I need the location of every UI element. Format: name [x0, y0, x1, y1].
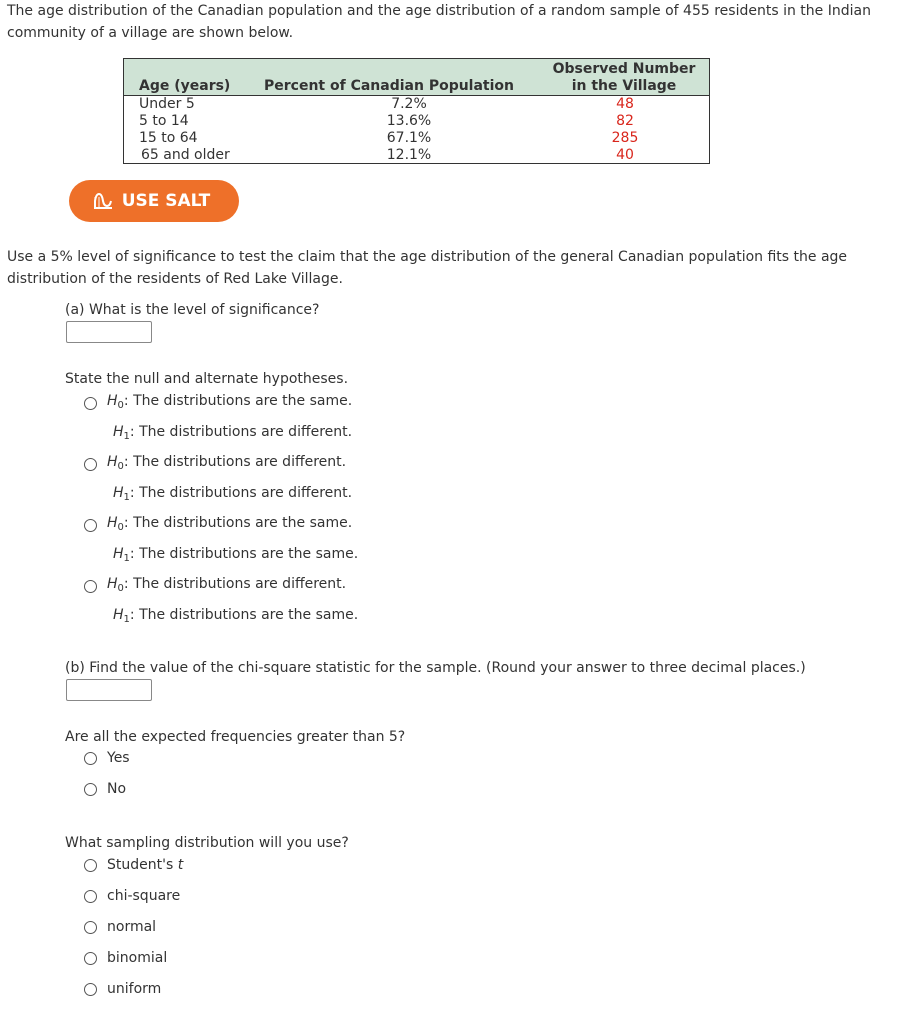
h0-statement	[107, 392, 352, 415]
hypothesis-option-4[interactable]	[84, 575, 358, 629]
h0-text: : The distributions are different.	[123, 454, 347, 470]
option-label: Yes	[107, 750, 130, 766]
header-observed-2: in the Village	[571, 78, 677, 94]
expected-prompt: Are all the expected frequencies greater than 5?	[65, 729, 406, 745]
option-students-t[interactable]	[84, 856, 183, 874]
header-age: Age (years)	[139, 78, 231, 94]
option-uniform[interactable]	[84, 980, 161, 998]
h1-subscript: 1	[123, 431, 130, 442]
h1-statement	[113, 606, 358, 629]
row-percent: 67.1%	[386, 130, 432, 146]
table-header	[124, 59, 709, 96]
salt-icon	[92, 191, 114, 211]
intro-text: The age distribution of the Canadian population and the age distribution of a random sample of 455 residents in the Indian community of a village are shown below.	[7, 3, 871, 41]
h1-subscript: 1	[123, 492, 130, 503]
option-no[interactable]	[84, 780, 126, 798]
part-b-question: (b) Find the value of the chi-square statistic for the sample. (Round your answer to three decimal places.)	[65, 660, 806, 676]
radio-button[interactable]	[84, 519, 97, 532]
h1-symbol: H	[113, 424, 124, 440]
h1-subscript: 1	[123, 553, 130, 564]
h0-text: : The distributions are the same.	[123, 393, 353, 409]
t-symbol: t	[177, 857, 184, 873]
age-distribution-table	[123, 58, 710, 164]
radio-button[interactable]	[84, 752, 97, 765]
h0-statement	[107, 575, 346, 598]
row-observed: 40	[616, 147, 634, 163]
h0-subscript: 0	[117, 461, 124, 472]
option-binomial[interactable]	[84, 949, 167, 967]
h0-text: : The distributions are different.	[123, 576, 347, 592]
h0-symbol: H	[107, 393, 118, 409]
h0-text: : The distributions are the same.	[123, 515, 353, 531]
radio-button[interactable]	[84, 890, 97, 903]
radio-button[interactable]	[84, 983, 97, 996]
row-observed: 48	[616, 96, 634, 112]
radio-button[interactable]	[84, 952, 97, 965]
part-a-question: (a) What is the level of significance?	[65, 302, 320, 318]
h0-subscript: 0	[117, 583, 124, 594]
hypothesis-option-3[interactable]	[84, 514, 358, 568]
h1-text: : The distributions are different.	[129, 485, 353, 501]
row-percent: 7.2%	[391, 96, 427, 112]
option-yes[interactable]	[84, 749, 130, 767]
h0-statement	[107, 514, 352, 537]
row-observed: 285	[611, 130, 639, 146]
h1-statement	[113, 484, 352, 507]
h1-statement	[113, 545, 358, 568]
option-label: uniform	[107, 981, 162, 997]
h0-statement	[107, 453, 346, 476]
hypothesis-option-2[interactable]	[84, 453, 352, 507]
student-prefix: Student's	[107, 857, 178, 873]
option-chi-square[interactable]	[84, 887, 180, 905]
h0-symbol: H	[107, 454, 118, 470]
row-age: 15 to 64	[139, 130, 198, 146]
hypotheses-prompt: State the null and alternate hypotheses.	[65, 371, 349, 387]
row-age: 65 and older	[141, 147, 230, 163]
hypothesis-option-1[interactable]	[84, 392, 352, 446]
h0-symbol: H	[107, 515, 118, 531]
h0-subscript: 0	[117, 400, 124, 411]
row-age: 5 to 14	[139, 113, 189, 129]
h1-symbol: H	[113, 485, 124, 501]
option-label	[107, 856, 183, 874]
h1-text: : The distributions are different.	[129, 424, 353, 440]
sampling-prompt: What sampling distribution will you use?	[65, 835, 349, 851]
row-age: Under 5	[139, 96, 195, 112]
h1-text: : The distributions are the same.	[129, 546, 359, 562]
option-label: No	[107, 781, 127, 797]
row-percent: 12.1%	[386, 147, 432, 163]
header-percent: Percent of Canadian Population	[264, 78, 515, 94]
use-salt-button[interactable]	[69, 180, 239, 222]
h1-symbol: H	[113, 546, 124, 562]
header-observed-1: Observed Number	[552, 61, 696, 77]
h1-subscript: 1	[123, 614, 130, 625]
h1-symbol: H	[113, 607, 124, 623]
claim-text: Use a 5% level of significance to test the claim that the age distribution of the general Canadian population fits the age distribution of the residents of Red Lake Village.	[7, 249, 848, 287]
option-label: normal	[107, 919, 157, 935]
row-percent: 13.6%	[386, 113, 432, 129]
radio-button[interactable]	[84, 397, 97, 410]
option-label: chi-square	[107, 888, 181, 904]
option-label: binomial	[107, 950, 168, 966]
radio-button[interactable]	[84, 580, 97, 593]
radio-button[interactable]	[84, 458, 97, 471]
h1-text: : The distributions are the same.	[129, 607, 359, 623]
radio-button[interactable]	[84, 783, 97, 796]
row-observed: 82	[616, 113, 634, 129]
h0-symbol: H	[107, 576, 118, 592]
radio-button[interactable]	[84, 921, 97, 934]
use-salt-label: USE SALT	[121, 191, 211, 211]
significance-input[interactable]	[66, 321, 152, 343]
option-normal[interactable]	[84, 918, 156, 936]
h1-statement	[113, 423, 352, 446]
radio-button[interactable]	[84, 859, 97, 872]
chi-square-input[interactable]	[66, 679, 152, 701]
h0-subscript: 0	[117, 522, 124, 533]
